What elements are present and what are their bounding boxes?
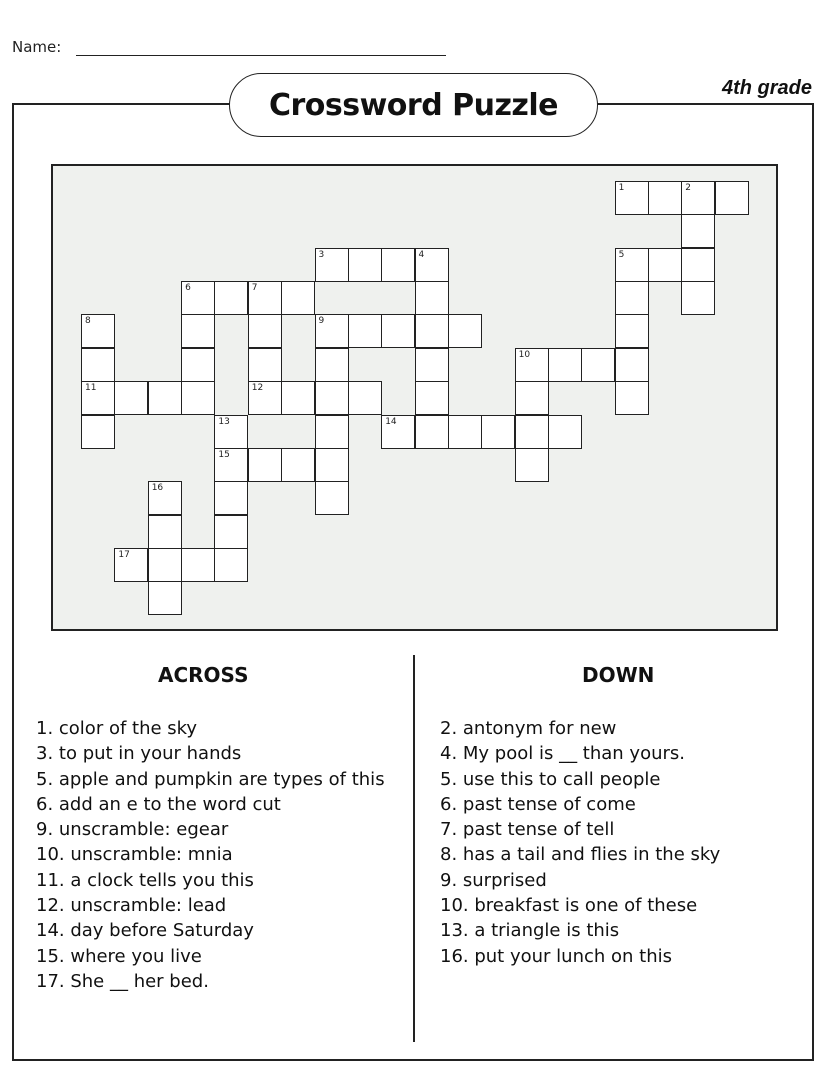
across-clue: 3. to put in your hands [36,743,242,765]
down-clue: 8. has a tail and flies in the sky [440,844,721,866]
crossword-cell[interactable] [681,248,715,282]
crossword-cell[interactable] [148,581,182,615]
crossword-cell[interactable] [348,381,382,415]
down-clue: 6. past tense of come [440,793,636,815]
clue-number: 10 [518,349,531,360]
down-clue: 7. past tense of tell [440,819,615,841]
crossword-cell[interactable] [181,348,215,382]
clue-number: 4 [418,249,425,260]
crossword-cell[interactable] [181,548,215,582]
clue-number: 1 [618,183,625,193]
across-clue: 17. She __ her bed. [36,970,209,992]
crossword-cell[interactable] [281,448,315,482]
column-divider [413,655,415,1042]
crossword-cell[interactable] [315,415,349,449]
crossword-cell[interactable] [615,248,649,282]
crossword-cell[interactable] [214,281,248,315]
across-clue: 15. where you live [36,945,202,967]
down-clue-list [440,716,720,969]
crossword-cell[interactable] [81,314,115,348]
crossword-cell[interactable] [148,548,182,582]
across-clue: 11. a clock tells you this [36,869,254,891]
down-clue: 10. breakfast is one of these [440,895,698,917]
crossword-cell[interactable] [181,314,215,348]
crossword-cell[interactable] [81,381,115,415]
crossword-cell[interactable] [381,415,415,449]
crossword-cell[interactable] [381,248,415,282]
across-clue: 1. color of the sky [36,718,198,739]
crossword-cell[interactable] [615,314,649,348]
crossword-cell[interactable] [515,381,549,415]
crossword-cell[interactable] [81,415,115,449]
down-clue: 16. put your lunch on this [440,945,672,967]
crossword-cell[interactable] [214,448,248,482]
clue-number: 17 [118,549,130,560]
crossword-cell[interactable] [148,481,182,515]
clue-number: 13 [218,416,230,427]
clue-number: 7 [251,283,258,294]
down-clue: 9. surprised [440,869,547,891]
crossword-cell[interactable] [281,381,315,415]
clue-number: 12 [251,383,264,394]
crossword-cell[interactable] [615,181,649,215]
crossword-cell[interactable] [681,214,715,248]
crossword-cell[interactable] [148,515,182,549]
clue-number: 16 [151,483,164,494]
clue-number: 15 [218,449,230,460]
page-title: Crossword Puzzle [268,87,559,123]
crossword-cell[interactable] [415,314,449,348]
across-clue-list [36,716,385,994]
crossword-cell[interactable] [315,348,349,382]
down-clue: 13. a triangle is this [440,920,620,942]
crossword-cell[interactable] [348,314,382,348]
crossword-cell[interactable] [214,415,248,449]
crossword-cell[interactable] [681,181,715,215]
title-banner [229,73,598,137]
crossword-cell[interactable] [214,548,248,582]
clue-number: 9 [318,316,325,327]
across-clue: 9. unscramble: egear [36,819,229,841]
crossword-cell[interactable] [681,281,715,315]
crossword-cell[interactable] [315,381,349,415]
crossword-cell[interactable] [114,548,148,582]
across-clue: 14. day before Saturday [36,920,254,942]
crossword-cell[interactable] [248,348,282,382]
crossword-cell[interactable] [515,448,549,482]
clue-number: 14 [385,416,397,427]
crossword-cell[interactable] [315,448,349,482]
clue-number: 3 [318,249,325,260]
crossword-cell[interactable] [248,448,282,482]
crossword-cell[interactable] [515,415,549,449]
crossword-cell[interactable] [315,481,349,515]
crossword-cell[interactable] [148,381,182,415]
crossword-cell[interactable] [214,481,248,515]
crossword-cell[interactable] [81,348,115,382]
crossword-cell[interactable] [448,415,482,449]
crossword-cell[interactable] [415,248,449,282]
crossword-cell[interactable] [315,248,349,282]
down-clue: 2. antonym for new [440,718,617,739]
down-clue: 4. My pool is __ than yours. [440,743,685,765]
crossword-cell[interactable] [381,314,415,348]
clue-number: 11 [85,383,97,394]
clue-number: 5 [618,249,625,260]
clue-number: 8 [85,316,91,327]
crossword-cell[interactable] [581,348,615,382]
crossword-cell[interactable] [248,381,282,415]
crossword-cell[interactable] [348,248,382,282]
across-clue: 10. unscramble: mnia [36,844,233,866]
crossword-cell[interactable] [481,415,515,449]
name-line[interactable] [76,55,446,56]
crossword-cell[interactable] [548,348,582,382]
crossword-cell[interactable] [648,248,682,282]
crossword-cell[interactable] [281,281,315,315]
down-clue: 5. use this to call people [440,768,661,790]
crossword-cell[interactable] [315,314,349,348]
crossword-cell[interactable] [214,515,248,549]
crossword-cell[interactable] [248,314,282,348]
crossword-cell[interactable] [415,381,449,415]
name-label: Name: [12,38,62,56]
crossword-cell[interactable] [181,281,215,315]
crossword-cell[interactable] [548,415,582,449]
crossword-cell[interactable] [248,281,282,315]
grade-label: 4th grade [721,77,812,99]
clue-number: 2 [685,183,692,193]
crossword-cell[interactable] [515,348,549,382]
across-clue: 5. apple and pumpkin are types of this [36,768,385,790]
crossword-grid [51,164,778,631]
crossword-cell[interactable] [648,181,682,215]
crossword-cell[interactable] [114,381,148,415]
across-clue: 6. add an e to the word cut [36,793,281,815]
crossword-cell[interactable] [415,415,449,449]
across-clue: 12. unscramble: lead [36,895,227,917]
across-heading: ACROSS [158,663,249,687]
crossword-cell[interactable] [715,181,749,215]
clue-number: 6 [185,283,191,294]
crossword-cell[interactable] [615,281,649,315]
crossword-cell[interactable] [448,314,482,348]
crossword-cell[interactable] [181,381,215,415]
crossword-cell[interactable] [415,281,449,315]
crossword-cell[interactable] [615,348,649,382]
crossword-cell[interactable] [415,348,449,382]
down-heading: DOWN [582,663,655,687]
crossword-cell[interactable] [615,381,649,415]
